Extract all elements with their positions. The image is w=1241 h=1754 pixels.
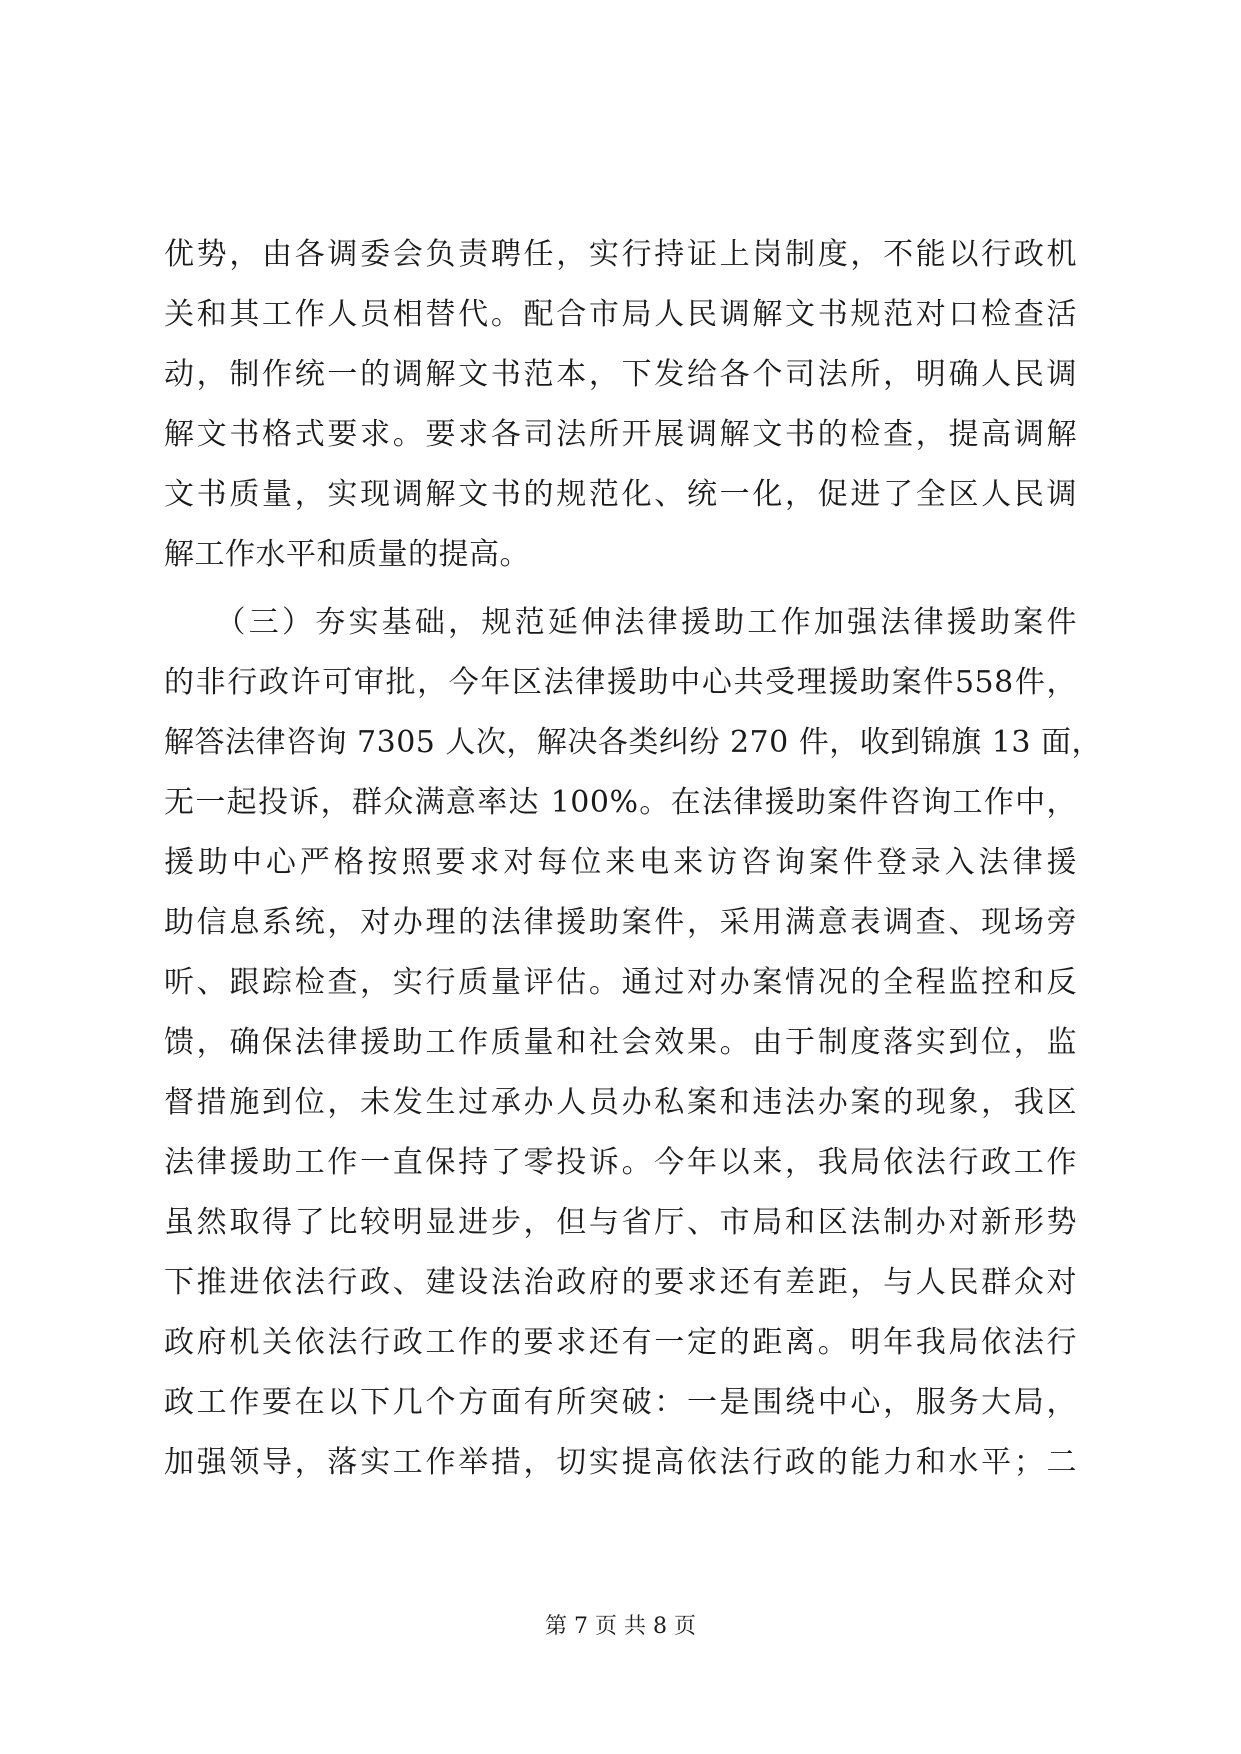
text-line: 关和其工作人员相替代。配合市局人民调解文书规范对口检查活 <box>164 297 1077 332</box>
text-line: 无一起投诉，群众满意率达 100%。在法律援助案件咨询工作中， <box>164 785 1077 820</box>
page-number-footer: 第 7 页 共 8 页 <box>545 1614 696 1639</box>
text-line: 解答法律咨询 7305 人次，解决各类纠纷 270 件，收到锦旗 13 面， <box>164 725 1102 760</box>
text-line: 听、跟踪检查，实行质量评估。通过对办案情况的全程监控和反 <box>164 965 1077 1000</box>
text-line: 法律援助工作一直保持了零投诉。今年以来，我局依法行政工作 <box>164 1145 1077 1180</box>
text-line: 政府机关依法行政工作的要求还有一定的距离。明年我局依法行 <box>164 1325 1077 1360</box>
text-line: 援助中心严格按照要求对每位来电来访咨询案件登录入法律援 <box>164 845 1077 880</box>
text-line: 政工作要在以下几个方面有所突破：一是围绕中心，服务大局， <box>164 1385 1077 1420</box>
text-line: 督措施到位，未发生过承办人员办私案和违法办案的现象，我区 <box>164 1085 1077 1120</box>
text-line: 馈，确保法律援助工作质量和社会效果。由于制度落实到位，监 <box>164 1025 1077 1060</box>
text-line: 加强领导，落实工作举措，切实提高依法行政的能力和水平；二 <box>164 1445 1077 1480</box>
text-line: 解工作水平和质量的提高。 <box>164 537 530 572</box>
text-line: 助信息系统，对办理的法律援助案件，采用满意表调查、现场旁 <box>164 905 1077 940</box>
text-line: 的非行政许可审批，今年区法律援助中心共受理援助案件558件， <box>164 665 1077 700</box>
text-line: 虽然取得了比较明显进步，但与省厅、市局和区法制办对新形势 <box>164 1205 1077 1240</box>
text-line: （三）夯实基础，规范延伸法律援助工作加强法律援助案件 <box>164 605 1077 640</box>
text-line: 下推进依法行政、建设法治政府的要求还有差距，与人民群众对 <box>164 1265 1077 1300</box>
body-text <box>164 225 1102 1493</box>
text-line: 文书质量，实现调解文书的规范化、统一化，促进了全区人民调 <box>164 477 1077 512</box>
text-line: 解文书格式要求。要求各司法所开展调解文书的检查，提高调解 <box>164 417 1077 452</box>
text-line: 优势，由各调委会负责聘任，实行持证上岗制度，不能以行政机 <box>164 237 1077 272</box>
text-line: 动，制作统一的调解文书范本，下发给各个司法所，明确人民调 <box>164 357 1077 392</box>
